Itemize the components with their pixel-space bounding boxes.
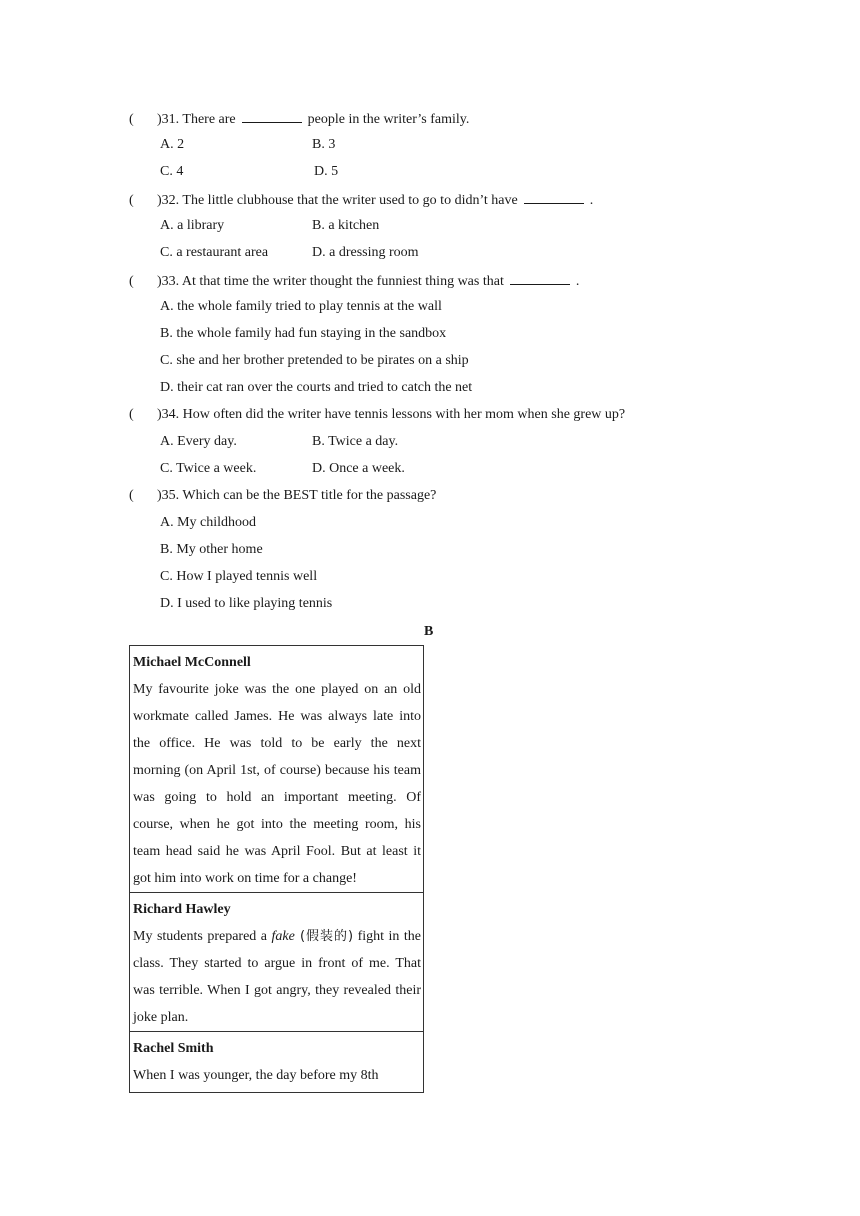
option-c: C. a restaurant area (160, 245, 269, 260)
story-author: Richard Hawley (133, 902, 231, 917)
section-label: B (424, 624, 434, 639)
option-c: C. 4 (160, 164, 184, 179)
stories-table (129, 645, 424, 1093)
answer-blank (242, 110, 302, 123)
question-31 (129, 110, 469, 128)
option-a: A. 2 (160, 137, 185, 152)
option-d: D. 5 (314, 164, 339, 179)
question-stem-end: people in the writer’s family. (307, 112, 470, 127)
story-text-part: My students prepared a (133, 929, 272, 944)
option-b: B. My other home (160, 542, 263, 557)
answer-paren: ( (129, 407, 134, 422)
question-stem: )31. There are (157, 112, 236, 127)
option-c: C. How I played tennis well (160, 569, 318, 584)
story-italic-word: fake (271, 929, 295, 944)
question-stem-end: . (575, 274, 580, 289)
question-stem: )33. At that time the writer thought the funniest thing was that (157, 274, 504, 289)
question-35 (129, 488, 436, 504)
story-cell (130, 646, 423, 893)
question-stem: )35. Which can be the BEST title for the passage? (157, 488, 437, 503)
story-gloss: (假装的) (294, 929, 354, 944)
answer-paren: ( (129, 488, 134, 503)
question-33 (129, 272, 579, 290)
option-d: D. Once a week. (312, 461, 405, 476)
answer-blank (510, 272, 570, 285)
option-c: C. Twice a week. (160, 461, 257, 476)
answer-paren: ( (129, 193, 134, 208)
option-b: B. a kitchen (312, 218, 380, 233)
option-d: D. I used to like playing tennis (160, 596, 333, 611)
option-d: D. a dressing room (312, 245, 419, 260)
answer-paren: ( (129, 112, 134, 127)
option-b: B. 3 (312, 137, 336, 152)
question-stem-end: . (589, 193, 594, 208)
story-cell (130, 1032, 423, 1092)
option-d: D. their cat ran over the courts and tried to catch the net (160, 380, 473, 395)
answer-paren: ( (129, 274, 134, 289)
option-a: A. a library (160, 218, 225, 233)
option-a: A. Every day. (160, 434, 237, 449)
question-stem: )34. How often did the writer have tennis lessons with her mom when she grew up? (157, 407, 626, 422)
story-text: When I was younger, the day before my 8th (133, 1068, 379, 1083)
option-b: B. Twice a day. (312, 434, 399, 449)
option-a: A. My childhood (160, 515, 257, 530)
story-author: Michael McConnell (133, 655, 251, 670)
question-34 (129, 407, 625, 423)
story-text-part: fight in the class. They started to argue in front of me. That was terrible. When I got angry, they revealed their joke plan. (133, 929, 421, 1025)
question-32 (129, 191, 593, 209)
story-text (133, 923, 421, 1031)
option-a: A. the whole family tried to play tennis at the wall (160, 299, 442, 314)
story-text: My favourite joke was the one played on an old workmate called James. He was always late into the office. He was told to be early the next morning (on April 1st, of course) because his team was going to hold an important meeting. Of course, when he got into the meeting room, his team head said he was April Fool. But at least it got him into work on time for a change! (133, 682, 421, 886)
story-author: Rachel Smith (133, 1041, 214, 1056)
option-c: C. she and her brother pretended to be pirates on a ship (160, 353, 469, 368)
answer-blank (524, 191, 584, 204)
question-stem: )32. The little clubhouse that the writer used to go to didn’t have (157, 193, 518, 208)
option-b: B. the whole family had fun staying in the sandbox (160, 326, 447, 341)
story-cell (130, 893, 423, 1032)
